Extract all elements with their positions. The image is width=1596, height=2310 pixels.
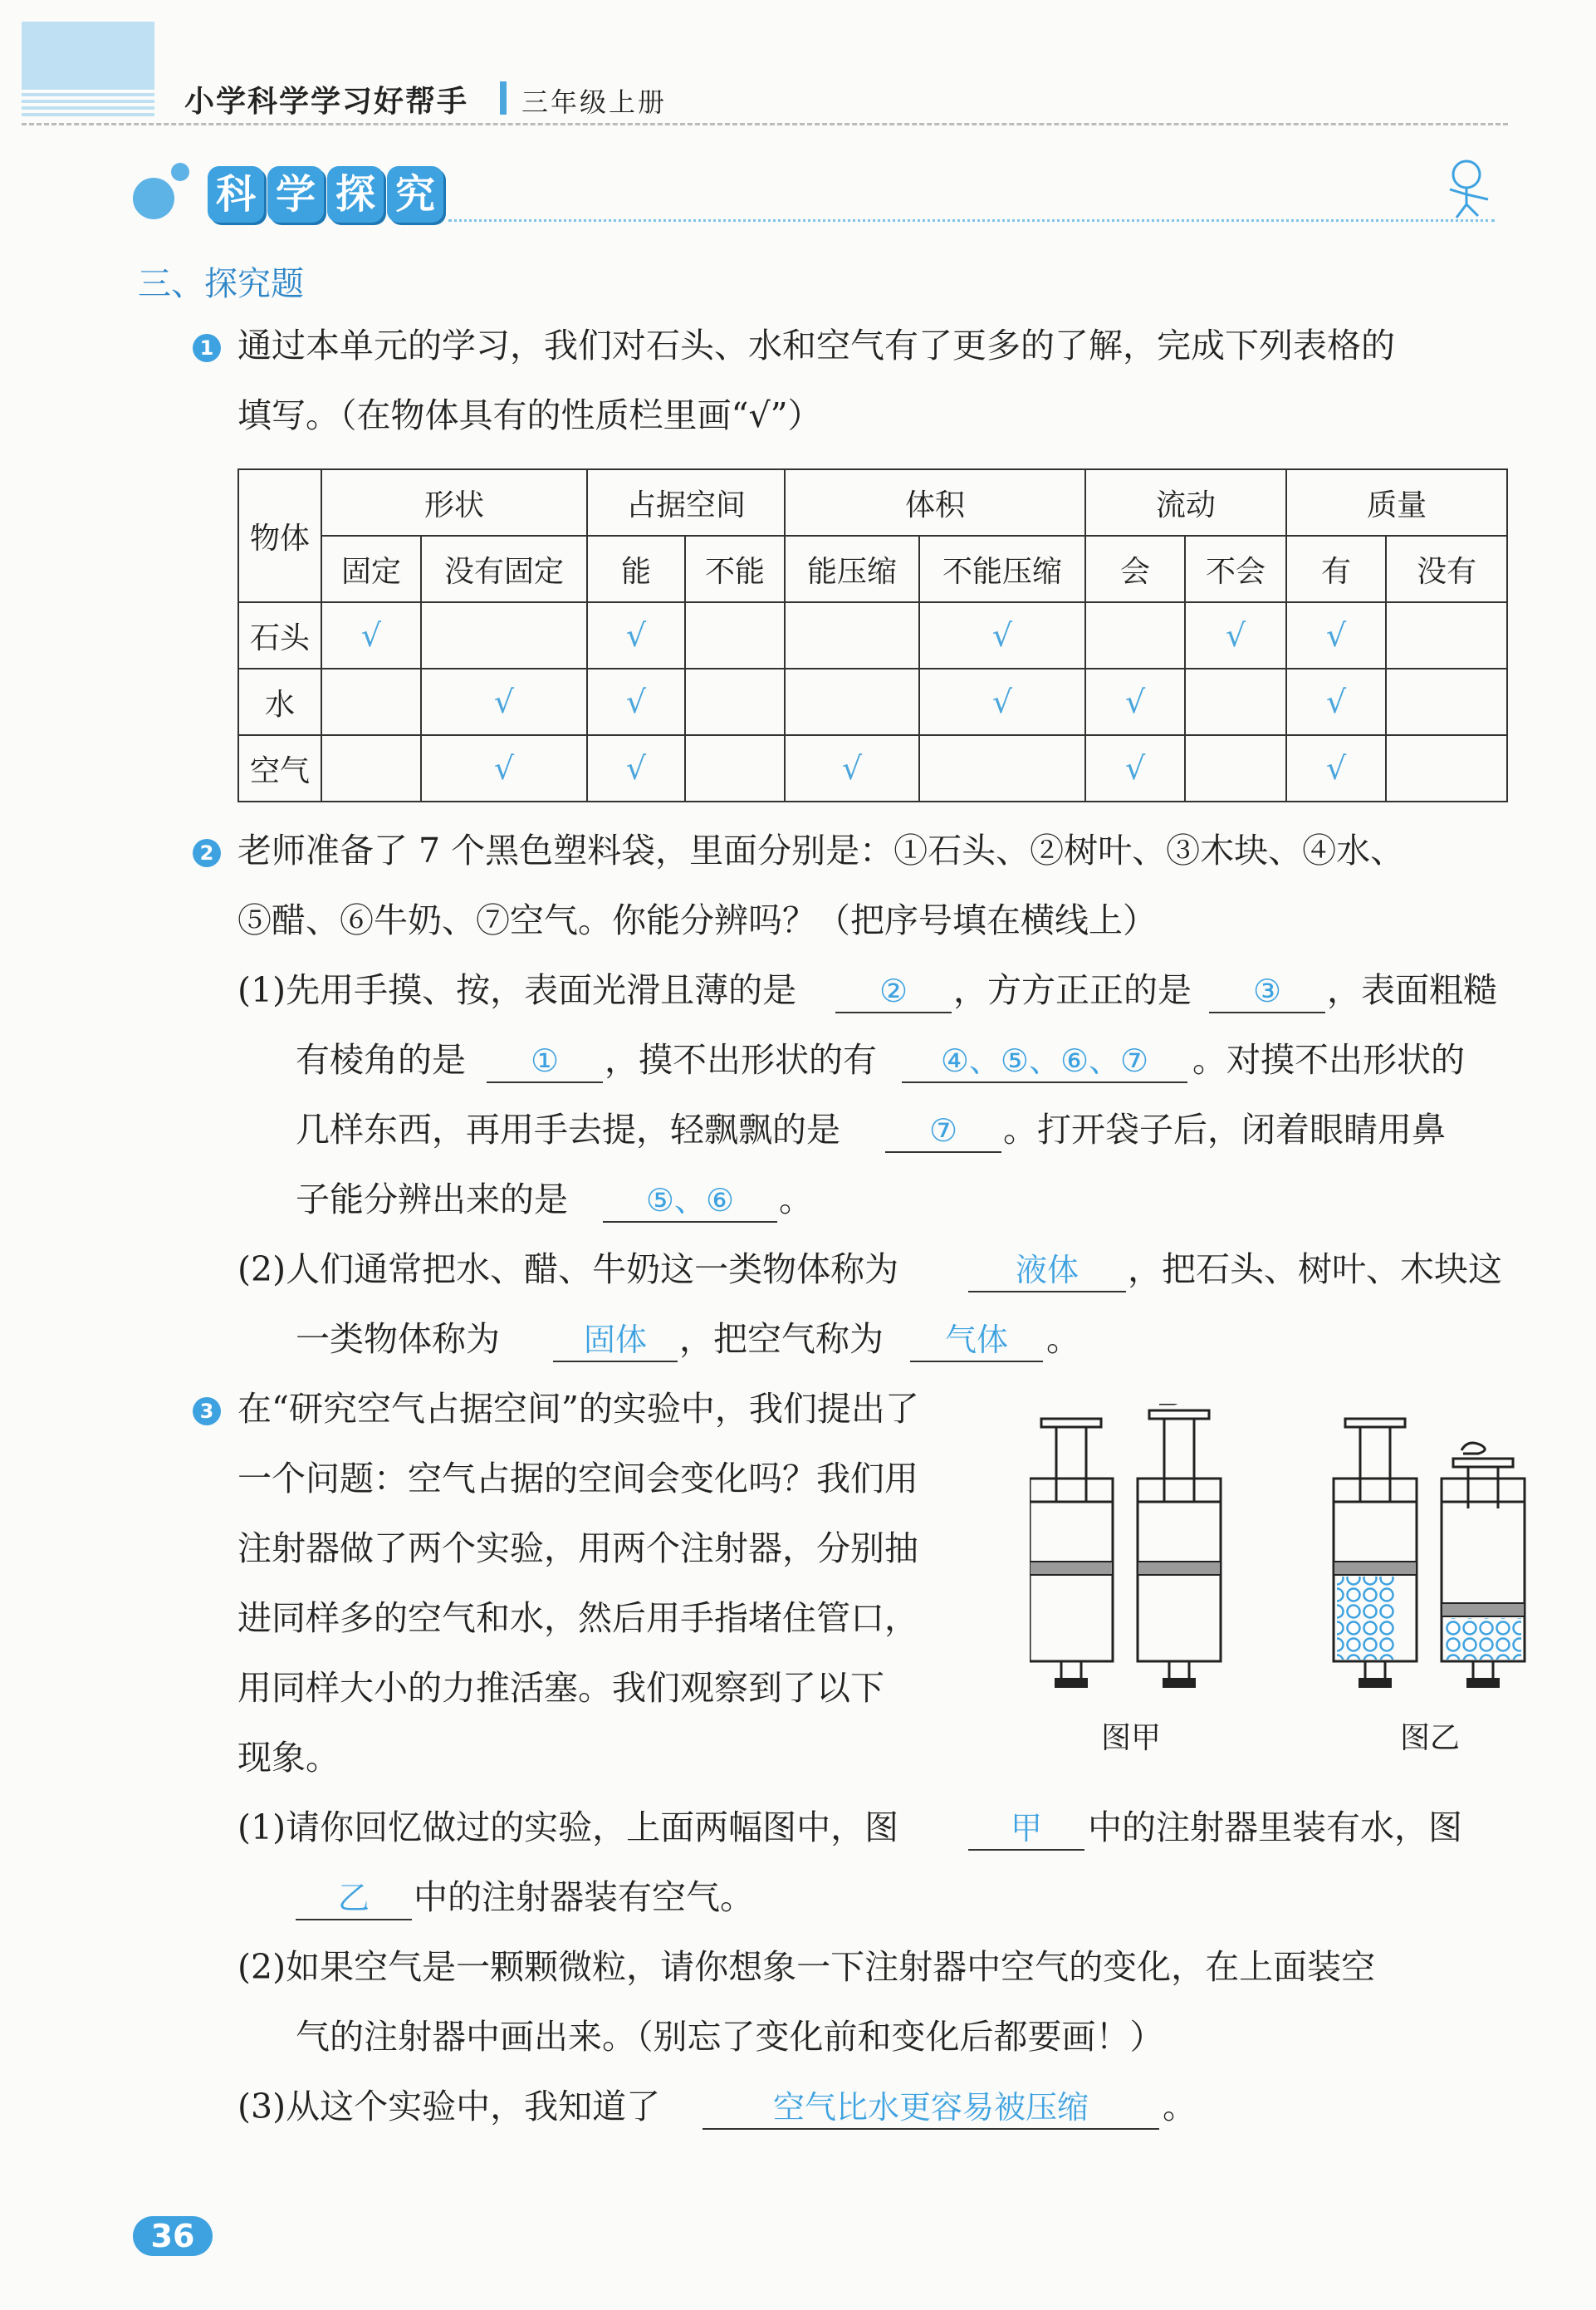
question-number-3: 3 (193, 1397, 221, 1425)
check-cell[interactable] (1085, 735, 1185, 802)
check-mark-icon: √ (1325, 617, 1347, 654)
book-title: 小学科学学习好帮手 (184, 85, 469, 119)
q2-p1-text: ，表面粗糙 (1327, 970, 1497, 1010)
table-group-header: 质量 (1286, 469, 1507, 536)
check-cell[interactable] (1085, 669, 1185, 735)
table-sub-header: 不能压缩 (919, 536, 1085, 602)
q1-text-line-2: 填写。（在物体具有的性质栏里画“√”） (237, 395, 822, 435)
q2-p2-text: ，把石头、树叶、木块这 (1128, 1249, 1502, 1289)
properties-table (237, 468, 1508, 802)
answer-blank[interactable]: ① (487, 1040, 603, 1083)
table-sub-header: 不会 (1185, 536, 1286, 602)
bubble-decoration (171, 163, 189, 181)
table-sub-header: 会 (1085, 536, 1185, 602)
check-cell[interactable] (785, 735, 919, 802)
question-number-2: 2 (193, 839, 221, 867)
q3-text-line: 注射器做了两个实验，用两个注射器，分别抽 (237, 1528, 918, 1568)
q2-text-line-2: ⑤醋、⑥牛奶、⑦空气。你能分辨吗？（把序号填在横线上） (237, 900, 1157, 940)
cartoon-figure-icon (1433, 156, 1508, 223)
check-mark-icon: √ (625, 750, 647, 787)
check-cell[interactable] (919, 669, 1085, 735)
empty-cell[interactable] (919, 735, 1085, 802)
book-subtitle: 三年级上册 (521, 86, 668, 118)
q3-p2-text: 气的注射器中画出来。（别忘了变化前和变化后都要画！） (296, 2017, 1164, 2057)
q3-text-line: 现象。 (237, 1738, 340, 1778)
syringe-jia-right (1138, 1404, 1221, 1688)
check-cell[interactable] (1286, 735, 1386, 802)
check-mark-icon: √ (625, 684, 647, 720)
check-cell[interactable] (321, 602, 421, 669)
empty-cell[interactable] (321, 735, 421, 802)
q2-p1-text: ，摸不出形状的有 (605, 1040, 877, 1080)
check-cell[interactable] (587, 602, 685, 669)
table-row (238, 735, 1507, 802)
answer-blank[interactable]: ③ (1209, 970, 1325, 1013)
check-cell[interactable] (1286, 602, 1386, 669)
check-mark-icon: √ (625, 617, 647, 654)
table-row (238, 669, 1507, 735)
check-mark-icon: √ (493, 750, 515, 787)
check-mark-icon: √ (493, 684, 515, 720)
header-divider (22, 123, 1508, 125)
figure-caption-jia: 图甲 (1101, 1721, 1162, 1755)
empty-cell[interactable] (1085, 602, 1185, 669)
syringe-figures (1030, 1404, 1528, 1719)
empty-cell[interactable] (421, 602, 587, 669)
q2-p2-text: 一类物体称为 (296, 1319, 500, 1359)
answer-blank[interactable]: ⑤、⑥ (603, 1180, 777, 1223)
table-group-header: 体积 (785, 469, 1085, 536)
table-sub-header: 能压缩 (785, 536, 919, 602)
banner-char: 科 (208, 166, 264, 223)
empty-cell[interactable] (1386, 602, 1507, 669)
table-group-header: 流动 (1085, 469, 1286, 536)
answer-blank[interactable]: ② (835, 970, 952, 1013)
q3-p1-text: 中的注射器里装有水，图 (1088, 1807, 1462, 1847)
check-mark-icon: √ (1325, 684, 1347, 720)
check-cell[interactable] (1286, 669, 1386, 735)
q3-text-line: 一个问题：空气占据的空间会变化吗？我们用 (237, 1459, 918, 1498)
answer-blank[interactable]: ⑦ (885, 1110, 1001, 1153)
check-mark-icon: √ (360, 617, 382, 654)
q3-p2-text: (2)如果空气是一颗颗微粒，请你想象一下注射器中空气的变化，在上面装空 (237, 1947, 1376, 1987)
q2-p2-text: (2)人们通常把水、醋、牛奶这一类物体称为 (237, 1249, 899, 1289)
empty-cell[interactable] (685, 669, 785, 735)
check-cell[interactable] (587, 669, 685, 735)
row-label: 石头 (238, 602, 321, 669)
empty-cell[interactable] (1185, 669, 1286, 735)
answer-blank[interactable]: 甲 (968, 1807, 1084, 1851)
banner-char: 探 (327, 166, 384, 223)
q2-p1-text: ，方方正正的是 (953, 970, 1192, 1010)
check-mark-icon: √ (841, 750, 863, 787)
empty-cell[interactable] (785, 669, 919, 735)
check-mark-icon: √ (1124, 684, 1146, 720)
table-sub-header: 有 (1286, 536, 1386, 602)
answer-blank[interactable]: 气体 (910, 1319, 1043, 1362)
q2-p1-text: 。对摸不出形状的 (1192, 1040, 1465, 1080)
row-label: 水 (238, 669, 321, 735)
q3-text-line: 用同样大小的力推活塞。我们观察到了以下 (237, 1668, 884, 1708)
table-sub-header: 能 (587, 536, 685, 602)
section-title: 三、探究题 (138, 265, 304, 303)
q2-text-line-1: 老师准备了 7 个黑色塑料袋，里面分别是：①石头、②树叶、③木块、④水、 (237, 831, 1405, 871)
q3-p3-text: 。 (1163, 2087, 1197, 2126)
header-separator (500, 81, 507, 115)
header-stripes (22, 86, 154, 120)
empty-cell[interactable] (685, 735, 785, 802)
empty-cell[interactable] (1185, 735, 1286, 802)
check-cell[interactable] (1185, 602, 1286, 669)
q2-p1-text: (1)先用手摸、按，表面光滑且薄的是 (237, 970, 797, 1010)
answer-blank[interactable]: 空气比水更容易被压缩 (703, 2087, 1159, 2130)
row-label: 空气 (238, 735, 321, 802)
q2-p1-text: 有棱角的是 (296, 1040, 466, 1080)
empty-cell[interactable] (321, 669, 421, 735)
check-mark-icon: √ (1325, 750, 1347, 787)
table-sub-header: 没有固定 (421, 536, 587, 602)
banner-char: 学 (267, 166, 324, 223)
check-mark-icon: √ (1225, 617, 1246, 654)
check-mark-icon: √ (991, 684, 1013, 720)
q2-p1-text: 子能分辨出来的是 (296, 1180, 568, 1219)
q3-p1-text: (1)请你回忆做过的实验，上面两幅图中，图 (237, 1807, 899, 1847)
answer-blank[interactable]: 固体 (553, 1319, 678, 1362)
q2-p1-text: 。打开袋子后，闭着眼睛用鼻 (1003, 1110, 1446, 1150)
q2-p1-text: 。 (779, 1180, 813, 1219)
check-mark-icon: √ (1124, 750, 1146, 787)
q3-p3-text: (3)从这个实验中，我知道了 (237, 2087, 661, 2126)
figure-caption-yi: 图乙 (1400, 1721, 1461, 1755)
q2-p2-text: ，把空气称为 (679, 1319, 884, 1359)
syringe-jia-left (1030, 1419, 1113, 1688)
table-group-header: 占据空间 (587, 469, 785, 536)
bubble-decoration (133, 178, 174, 219)
check-mark-icon: √ (991, 617, 1013, 654)
empty-cell[interactable] (1386, 735, 1507, 802)
table-header-object: 物体 (238, 469, 321, 602)
check-cell[interactable] (421, 735, 587, 802)
check-cell[interactable] (919, 602, 1085, 669)
q2-p2-text: 。 (1046, 1319, 1080, 1359)
table-row (238, 602, 1507, 669)
banner-dotted-line (448, 219, 1495, 222)
answer-blank[interactable]: 乙 (296, 1877, 412, 1920)
page-number: 36 (133, 2216, 213, 2256)
empty-cell[interactable] (1386, 669, 1507, 735)
empty-cell[interactable] (785, 602, 919, 669)
q3-text-line: 在“研究空气占据空间”的实验中，我们提出了 (237, 1389, 919, 1429)
q3-p1-text: 中的注射器装有空气。 (414, 1877, 754, 1917)
syringe-yi-right (1442, 1443, 1525, 1688)
q1-text-line-1: 通过本单元的学习，我们对石头、水和空气有了更多的了解，完成下列表格的 (237, 326, 1395, 365)
check-cell[interactable] (587, 735, 685, 802)
check-cell[interactable] (421, 669, 587, 735)
answer-blank[interactable]: 液体 (968, 1249, 1126, 1292)
answer-blank[interactable]: ④、⑤、⑥、⑦ (902, 1040, 1187, 1083)
question-number-1: 1 (193, 334, 221, 362)
table-sub-header: 没有 (1386, 536, 1507, 602)
table-sub-header: 不能 (685, 536, 785, 602)
empty-cell[interactable] (685, 602, 785, 669)
q2-p1-text: 几样东西，再用手去提，轻飘飘的是 (296, 1110, 840, 1150)
syringe-yi-left (1334, 1419, 1417, 1688)
table-group-header: 形状 (321, 469, 587, 536)
q3-text-line: 进同样多的空气和水，然后用手指堵住管口， (237, 1598, 918, 1638)
table-sub-header: 固定 (321, 536, 421, 602)
banner-char: 究 (387, 166, 443, 223)
